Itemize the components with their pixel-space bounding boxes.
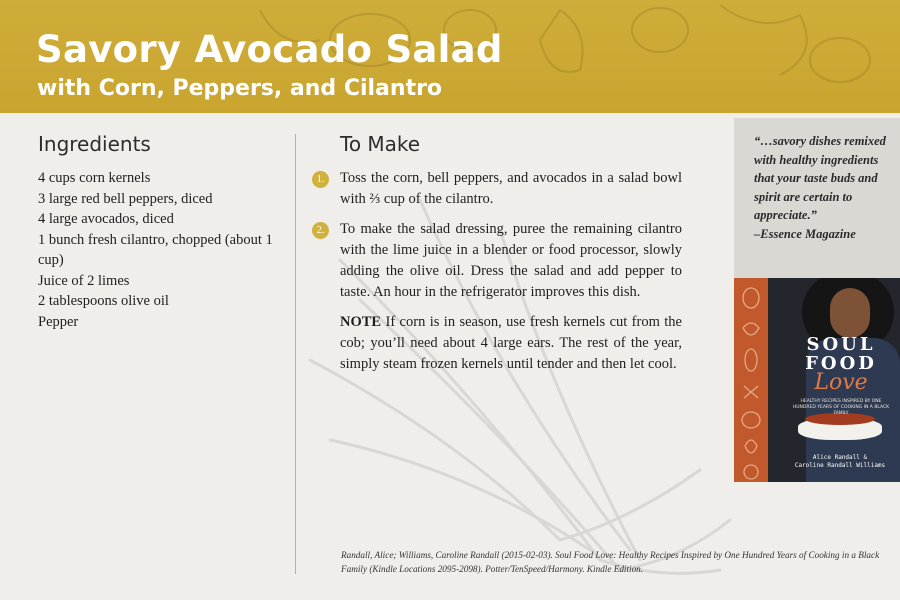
ingredient-item: Juice of 2 limes <box>38 272 130 289</box>
ingredient-item: 1 bunch fresh cilantro, chopped (about 1 cup) <box>38 231 273 268</box>
source-citation: Randall, Alice; Williams, Caroline Randall (2015-02-03). Soul Food Love: Healthy Recipes Inspired by One Hundred Years of Cooking in a Black Family (Kindle Locations 2095-2098). Potter/TenSpeed/Harmony. Kindle Edition. <box>341 550 880 574</box>
book-authors <box>780 454 900 470</box>
book-title-food: FOOD <box>805 353 877 374</box>
ingredients-heading: Ingredients <box>38 132 151 156</box>
book-title-love: Love <box>814 370 868 395</box>
step-text: To make the salad dressing, puree the remaining cilantro with the lime juice in a blender or food processor, slowly adding the olive oil. Dress the salad and add pepper to taste. An hour in the refrigerator improves this dish. <box>340 221 682 300</box>
quote-source: –Essence Magazine <box>754 226 856 241</box>
book-cover-image <box>734 278 900 482</box>
ingredient-item: 4 cups corn kernels <box>38 170 151 186</box>
note-text: If corn is in season, use fresh kernels cut from the cob; you’ll need about 4 large ears. The rest of the year, simply steam frozen kernels until tender and then let cool. <box>340 314 682 372</box>
to-make-section <box>312 132 682 375</box>
book-subtitle: HEALTHY RECIPES INSPIRED BY ONE HUNDRED YEARS OF COOKING IN A BLACK FAMILY <box>792 399 890 416</box>
book-author-line: Caroline Randall Williams <box>794 462 886 469</box>
book-title-soul: SOUL <box>806 334 876 355</box>
ingredient-list <box>38 168 288 332</box>
recipe-header <box>0 0 900 113</box>
note-label: NOTE <box>340 314 382 330</box>
ingredient-item: Pepper <box>38 313 79 330</box>
step-number-badge: 2. <box>312 222 329 239</box>
step-1 <box>312 168 682 210</box>
ingredient-item: 2 tablespoons olive oil <box>38 293 169 309</box>
step-number-badge: 1. <box>312 171 329 188</box>
recipe-title: Savory Avocado Salad <box>36 28 503 71</box>
book-cover-face <box>830 288 870 338</box>
recipe-note <box>312 312 682 375</box>
vegetable-pattern-strip <box>734 278 768 482</box>
step-text: Toss the corn, bell peppers, and avocados in a salad bowl with ⅔ cup of the cilantro. <box>340 170 682 207</box>
ingredients-section <box>38 132 288 332</box>
to-make-heading: To Make <box>340 132 421 156</box>
column-divider <box>295 134 296 574</box>
ingredient-item: 3 large red bell peppers, diced <box>38 190 213 207</box>
recipe-subtitle: with Corn, Peppers, and Cilantro <box>37 76 443 101</box>
review-quote <box>754 132 894 243</box>
quote-text: “…savory dishes remixed with healthy ingredients that your taste buds and spirit are certain to appreciate.” <box>754 134 886 222</box>
step-2 <box>312 219 682 303</box>
ingredient-item: 4 large avocados, diced <box>38 211 174 227</box>
review-quote-box <box>734 118 900 278</box>
book-author-line: Alice Randall & <box>812 454 868 461</box>
